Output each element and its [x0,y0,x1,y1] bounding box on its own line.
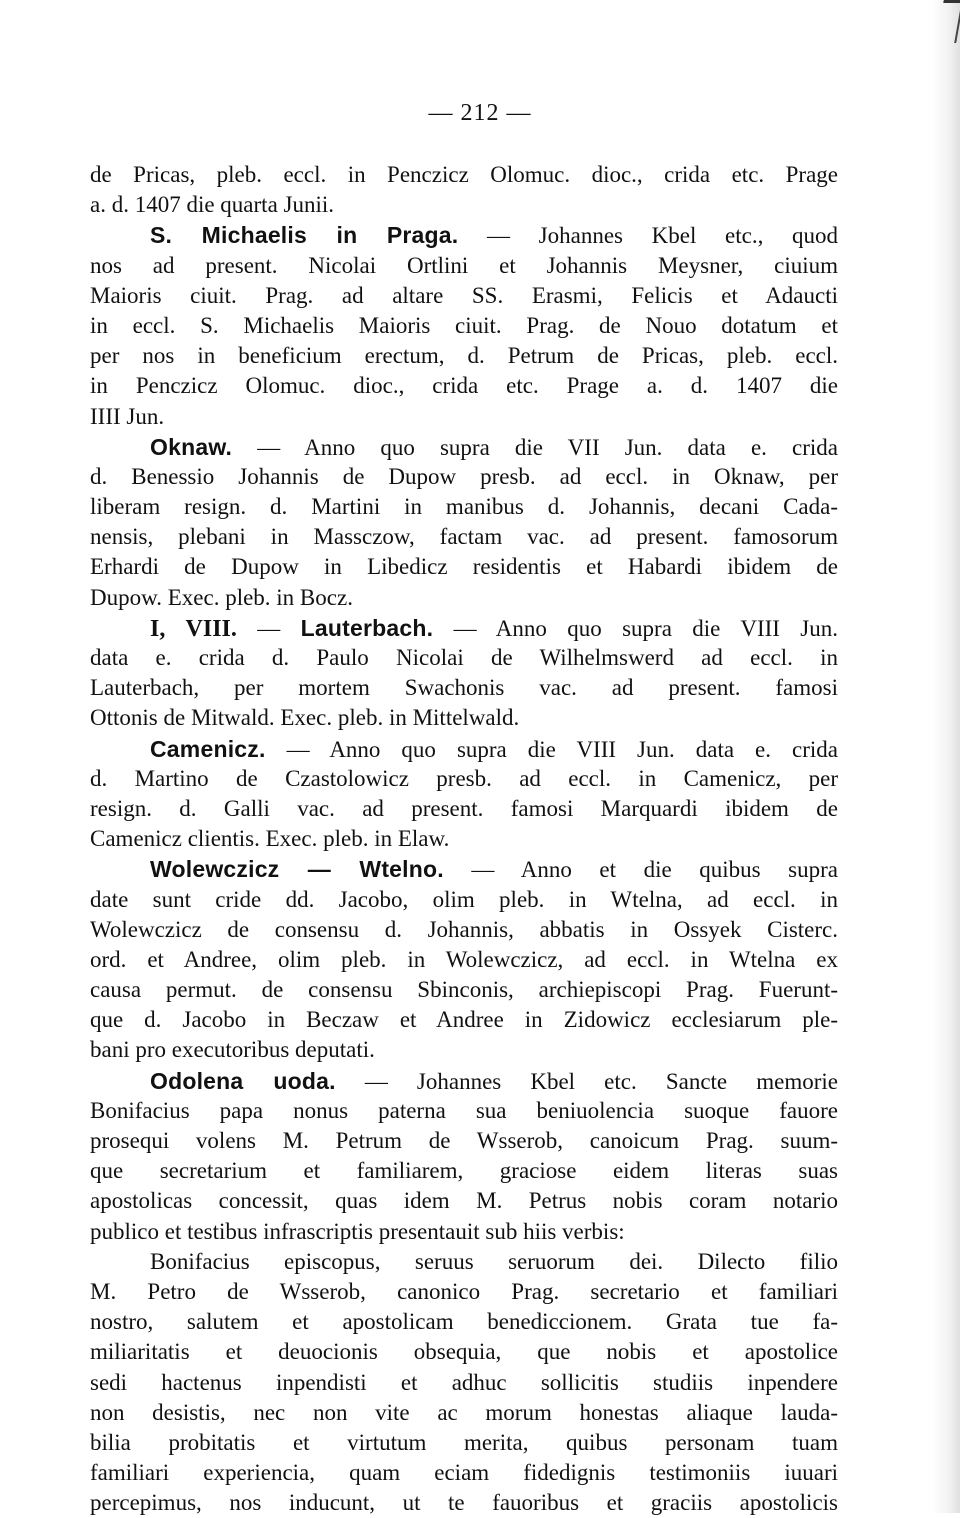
line-text: resign. d. Galli vac. ad present. famosi Marquardi ibidem de [90,795,838,821]
line-text: data e. crida d. Paulo Nicolai de Wilhelmswerd ad eccl. in [90,645,838,670]
text-line [90,885,838,915]
line-text: prosequi volens M. Petrum de Wsserob, canoicum Prag. suum- [90,1128,838,1153]
line-text: — Anno et die quibus supra [443,857,838,883]
text-line [90,1398,838,1428]
line-text: — Johannes Kbel etc. Sancte memorie [335,1068,838,1094]
line-text: nensis, plebani in Massczow, factam vac. ad present. famosorum [90,524,838,550]
text-line [90,522,838,552]
text-line [90,854,838,884]
text-line [90,1247,838,1277]
text-line [90,402,838,432]
line-text: bilia probitatis et virtutum merita, quibus personam tuam [90,1429,838,1455]
line-text: Ottonis de Mitwald. Exec. pleb. in Mittelwald. [90,705,520,731]
text-line [90,1217,838,1247]
text-line [90,643,838,673]
line-text: bani pro executoribus deputati. [90,1037,375,1063]
text-line [90,220,838,250]
line-text: Bonifacius papa nonus paterna sua beniuolencia suoque fauore [90,1097,838,1123]
text-line [90,1488,838,1518]
line-text: IIII Jun. [90,403,165,429]
text-line [90,1337,838,1367]
line-text: — Anno quo supra die VIII Jun. data e. crida [265,736,838,762]
line-text: causa permut. de consensu Sbinconis, archiepiscopi Prag. Fuerunt- [90,977,838,1003]
text-line [90,1126,838,1156]
entry-heading: S. Michaelis in Praga. [150,222,459,249]
line-text: date sunt cride dd. Jacobo, olim pleb. in Wtelna, ad eccl. in [90,886,838,912]
line-text: non desistis, nec non vite ac morum honestas aliaque lauda- [90,1399,838,1425]
line-text: nostro, salutem et apostolicam benediccionem. Grata tue fa- [90,1309,838,1335]
line-text: sedi hactenus inpendisti et adhuc sollicitis studiis inpendere [90,1369,838,1395]
line-text: publico et testibus infrascriptis presentauit sub hiis verbis: [90,1218,625,1244]
text-line [90,1368,838,1398]
text-line [90,251,838,281]
line-text: que d. Jacobo in Beczaw et Andree in Zidowicz ecclesiarum ple- [90,1007,838,1033]
text-line [90,1307,838,1337]
text-line [90,1277,838,1307]
text-line [90,371,838,401]
text-line [90,1428,838,1458]
line-text: Bonifacius episcopus, seruus seruorum dei. Dilecto filio [150,1248,838,1274]
line-text: Dupow. Exec. pleb. in Bocz. [90,584,353,610]
text-line [90,341,838,371]
line-text: — Johannes Kbel etc., quod [458,223,838,249]
page-number: — 212 — [428,100,532,126]
line-text: nos ad present. Nicolai Ortlini et Johannis Meysner, ciuium [90,252,838,278]
line-text: Erhardi de Dupow in Libedicz residentis et Habardi ibidem de [90,554,838,580]
entry-heading: Wolewczicz — Wtelno. [150,856,444,883]
text-line [90,1005,838,1035]
text-line [90,583,838,613]
text-line [90,190,838,220]
line-text: apostolicas concessit, quas idem M. Petrus nobis coram notario [90,1188,838,1214]
text-line [90,734,838,764]
text-line [90,1066,838,1096]
text-line [90,915,838,945]
text-line [90,703,838,733]
line-text: M. Petro de Wsserob, canonico Prag. secretario et familiari [90,1278,838,1304]
line-text: — Anno quo supra die VIII Jun. [433,615,839,641]
text-line [90,311,838,341]
entry-heading: Oknaw. [150,433,233,460]
line-text: que secretarium et familiarem, graciose eidem literas suas [90,1158,838,1184]
line-text: percepimus, nos inducunt, ut te fauoribus et graciis apostolicis [90,1490,838,1516]
text-line [90,432,838,462]
page-edge-shadow [932,0,960,1513]
text-line [90,1035,838,1065]
text-line [90,462,838,492]
line-text: Camenicz clientis. Exec. pleb. in Elaw. [90,826,450,852]
line-text: in Penczicz Olomuc. dioc., crida etc. Prage a. d. 1407 die [90,373,838,399]
text-line [90,281,838,311]
line-text: Maioris ciuit. Prag. ad altare SS. Erasmi, Felicis et Adaucti [90,282,838,308]
line-text: d. Benessio Johannis de Dupow presb. ad eccl. in Oknaw, per [90,463,838,489]
line-text: Wolewczicz de consensu d. Johannis, abbatis in Ossyek Cisterc. [90,916,838,942]
line-text: per nos in beneficium erectum, d. Petrum de Pricas, pleb. eccl. [90,343,838,369]
text-line [90,1186,838,1216]
line-text: ord. et Andree, olim pleb. in Wolewczicz, ad eccl. in Wtelna ex [90,946,838,972]
text-line [90,613,838,643]
line-text: de Pricas, pleb. eccl. in Penczicz Olomuc. dioc., crida etc. Prage [90,162,838,187]
line-text: liberam resign. d. Martini in manibus d. Johannis, decani Cada- [90,494,838,520]
entry-heading: Lauterbach. [300,614,434,641]
text-line [90,945,838,975]
text-line [90,1096,838,1126]
text-line [90,1458,838,1488]
text-line [90,673,838,703]
text-line [90,1156,838,1186]
line-text: a. d. 1407 die quarta Junii. [90,192,335,218]
line-text: miliaritatis et deuocionis obsequia, que nobis et apostolice [90,1339,838,1365]
text-line [90,160,838,190]
text-line [90,975,838,1005]
line-text: — Anno quo supra die VII Jun. data e. crida [232,434,838,460]
text-line [90,552,838,582]
entry-heading: Camenicz. [150,735,266,762]
entry-heading: I, VIII. [150,615,237,642]
entry-heading: Odolena uoda. [150,1067,336,1094]
text-line [90,764,838,794]
body-text [90,160,838,1518]
line-text: familiari experiencia, quam eciam fidedignis testimoniis iuuari [90,1460,838,1486]
line-text: Lauterbach, per mortem Swachonis vac. ad present. famosi [90,675,838,701]
line-text: — [236,615,301,641]
line-text: d. Martino de Czastolowicz presb. ad eccl. in Camenicz, per [90,765,838,791]
text-line [90,794,838,824]
line-text: in eccl. S. Michaelis Maioris ciuit. Prag. de Nouo dotatum et [90,312,838,338]
text-line [90,824,838,854]
text-line [90,492,838,522]
